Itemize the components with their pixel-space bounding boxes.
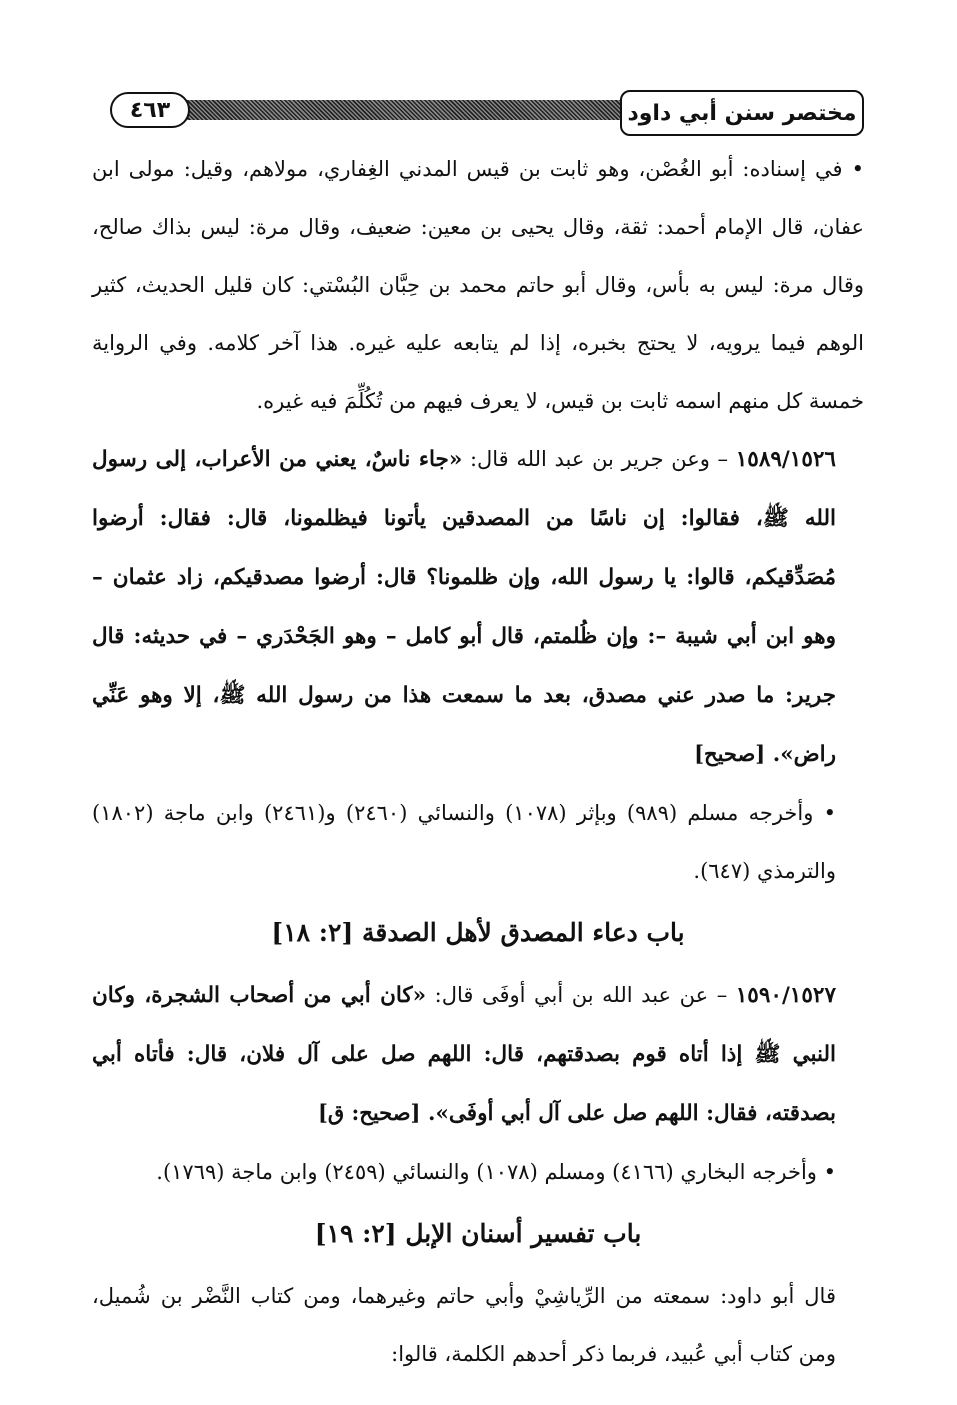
takhrij-note: • وأخرجه البخاري (٤١٦٦) ومسلم (١٠٧٨) والنسائي (٢٤٥٩) وابن ماجة (١٧٦٩). — [156, 1160, 836, 1184]
hadith-grade: [صحيح] — [694, 741, 766, 766]
abu-dawud-statement: قال أبو داود: سمعته من الرِّياشِيْ وأبي حاتم وغيرهما، ومن كتاب النَّضْر بن شُميل، ومن كتاب أبي عُبيد، فربما ذكر أحدهم الكلمة، قالوا: — [92, 1284, 836, 1366]
hadith-1590 — [92, 966, 864, 1143]
takhrij-note: • وأخرجه مسلم (٩٨٩) وبإثر (١٠٧٨) والنسائي (٢٤٦٠) و(٢٤٦١) وابن ماجة (١٨٠٢) والترمذي (٦٤٧). — [92, 801, 836, 883]
page-header — [92, 90, 864, 140]
hadith-intro: – عن عبد الله بن أبي أوفَى قال: — [426, 983, 736, 1007]
page-number: ٤٦٣ — [110, 92, 190, 128]
isnad-note: • في إسناده: أبو الغُصْن، وهو ثابت بن قيس المدني الغِفاري، مولاهم، وقيل: مولى ابن عفان، قال الإمام أحمد: ثقة، وقال يحيى بن معين: ضعيف، وقال مرة: ليس بذاك صالح، وقال مرة: ليس به بأس، وقال أبو حاتم محمد بن حِبَّان البُسْتي: كان قليل الحديث، كثير الوهم فيما يرويه، لا يحتج بخبره، إذا لم يتابعه عليه غيره. هذا آخر كلامه. وفي الرواية خمسة كل منهم اسمه ثابت بن قيس، لا يعرف فيهم من تُكُلِّمَ فيه غيره. — [92, 157, 864, 413]
hadith-number: ١٥٩٠/١٥٢٧ — [735, 983, 836, 1008]
hadith-text: «جاء ناسٌ، يعني من الأعراب، إلى رسول الله ﷺ، فقالوا: إن ناسًا من المصدقين يأتونا فيظلمونا، قال: فقال: أرضوا مُصَدِّقيكم، قالوا: يا رسول الله، وإن ظلمونا؟ قال: أرضوا مصدقيكم، زاد عثمان – وهو ابن أبي شيبة –: وإن ظُلمتم، قال أبو كامل – وهو الجَحْدَري – في حديثه: قال جرير: ما صدر عني مصدق، بعد ما سمعت هذا من رسول الله ﷺ، إلا وهو عَنِّي راض». — [92, 447, 836, 767]
hadith-text: «كان أبي من أصحاب الشجرة، وكان النبي ﷺ إذا أتاه قوم بصدقتهم، قال: اللهم صل على آل فلان، قال: فأتاه أبي بصدقته، فقال: اللهم صل على آل أبي أوفَى». — [92, 983, 836, 1126]
page-body — [92, 140, 864, 1383]
header-decorative-band — [172, 100, 624, 120]
chapter-heading: باب دعاء المصدق لأهل الصدقة [٢: ١٨] — [271, 918, 685, 947]
book-title: مختصر سنن أبي داود — [620, 90, 864, 136]
hadith-number: ١٥٨٩/١٥٢٦ — [735, 447, 836, 472]
chapter-heading: باب تفسير أسنان الإبل [٢: ١٩] — [314, 1219, 642, 1248]
hadith-1589 — [92, 430, 864, 784]
hadith-intro: – وعن جرير بن عبد الله قال: — [462, 447, 736, 471]
hadith-grade: [صحيح: ق] — [317, 1100, 421, 1125]
